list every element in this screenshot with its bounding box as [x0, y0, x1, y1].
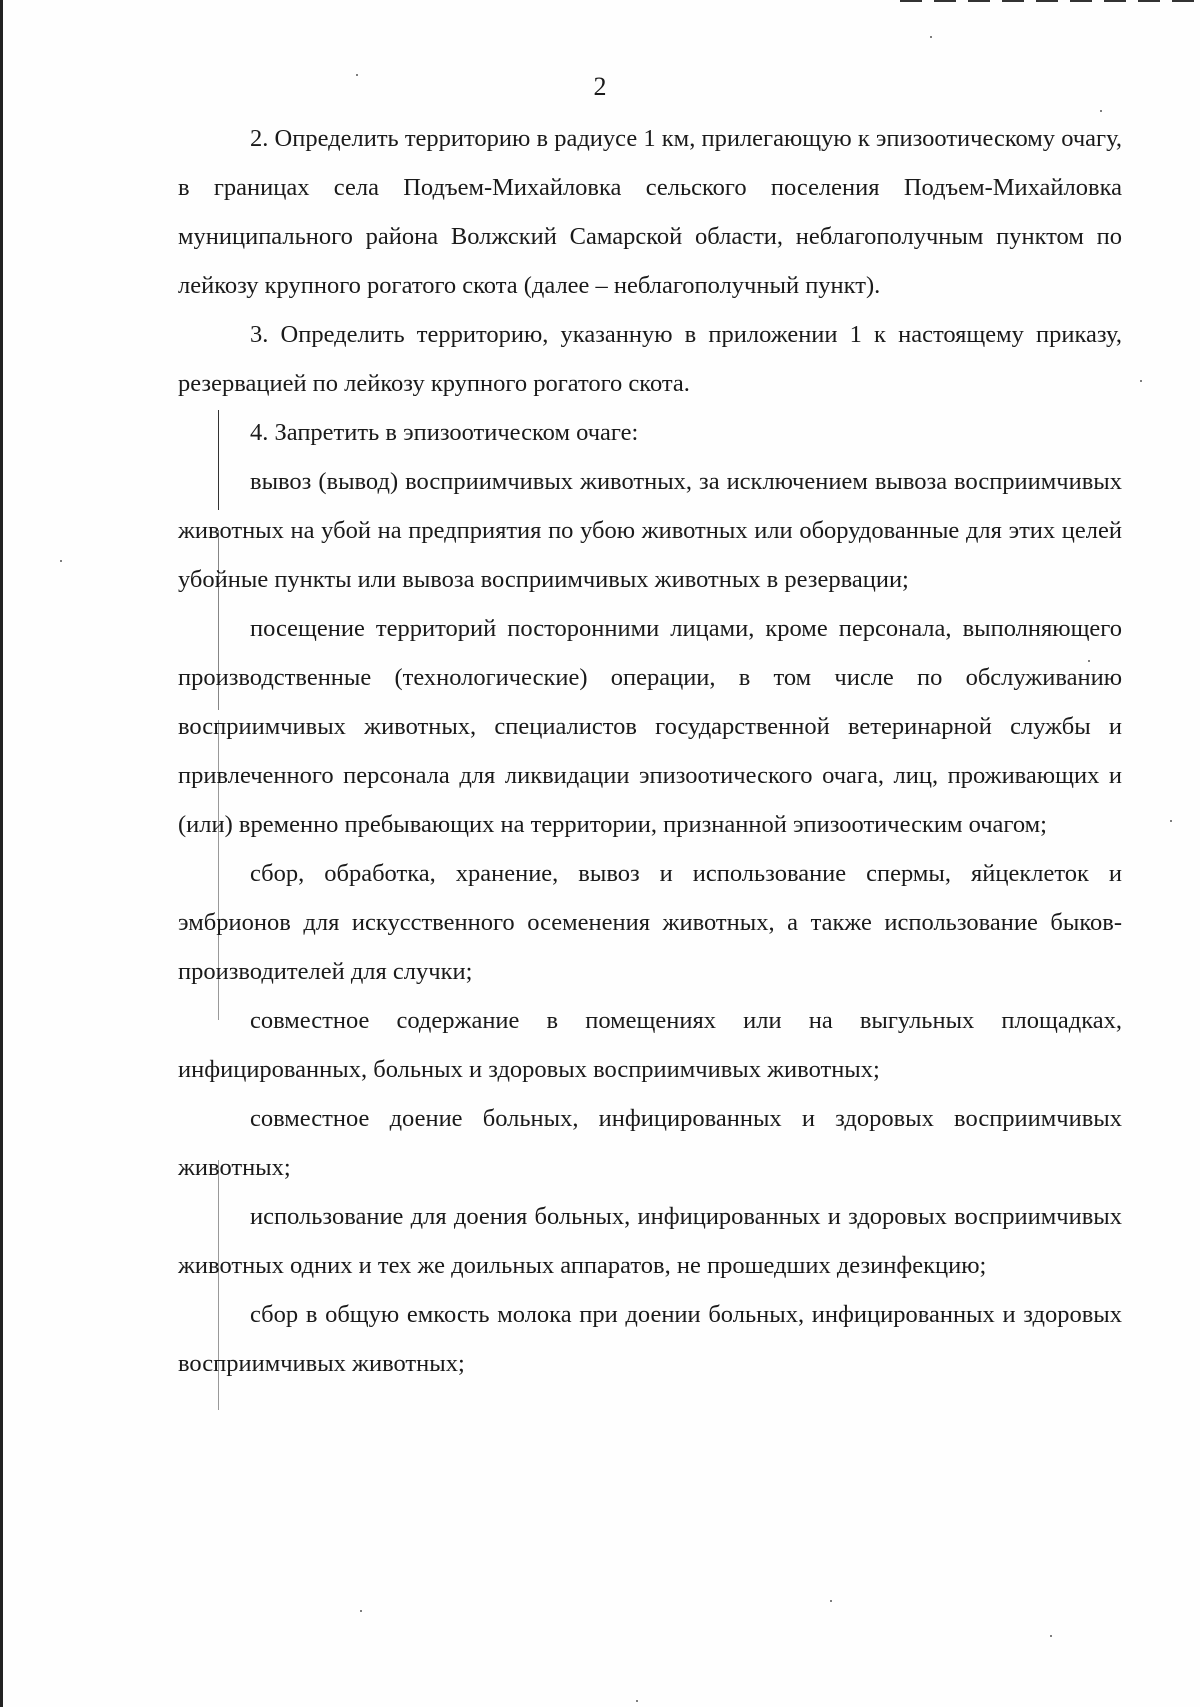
prohibition-sperm-embryos: сбор, обработка, хранение, вывоз и использование спермы, яйцеклеток и эмбрионов для искусственного осеменения животных, а также использование быков-производителей для случки; — [178, 860, 1122, 985]
scan-speck — [1100, 110, 1102, 112]
prohibition-milk-collection: сбор в общую емкость молока при доении больных, инфицированных и здоровых восприимчивых животных; — [178, 1301, 1122, 1377]
paragraph-item-4: 4. Запретить в эпизоотическом очаге: — [250, 419, 639, 446]
scan-speck — [360, 1610, 362, 1612]
scan-speck — [830, 1600, 832, 1602]
prohibition-joint-keeping: совместное содержание в помещениях или на выгульных площадках, инфицированных, больных и здоровых восприимчивых животных; — [178, 1007, 1122, 1083]
prohibition-joint-milking: совместное доение больных, инфицированных и здоровых восприимчивых животных; — [178, 1105, 1122, 1181]
scan-speck — [1050, 1635, 1052, 1637]
scan-top-marks — [900, 0, 1200, 2]
page-number: 2 — [593, 72, 607, 101]
document-body — [178, 114, 1122, 1388]
paragraph-item-3: 3. Определить территорию, указанную в приложении 1 к настоящему приказу, резервацией по лейкозу крупного рогатого скота. — [178, 321, 1122, 397]
scan-edge — [0, 0, 3, 1707]
scan-speck — [636, 1700, 638, 1702]
scan-speck — [1170, 820, 1172, 822]
scan-speck — [930, 36, 932, 38]
scan-speck — [60, 560, 62, 562]
scan-speck — [1140, 380, 1142, 382]
prohibition-shared-apparatus: использование для доения больных, инфицированных и здоровых восприимчивых животных одних и тех же доильных аппаратов, не прошедших дезинфекцию; — [178, 1203, 1122, 1279]
paragraph-item-2: 2. Определить территорию в радиусе 1 км, прилегающую к эпизоотическому очагу, в границах села Подъем-Михайловка сельского поселения Подъем-Михайловка муниципального района Волжский Самарской области, неблагополучным пунктом по лейкозу крупного рогатого скота (далее – неблагополучный пункт). — [178, 125, 1122, 299]
prohibition-removal: вывоз (вывод) восприимчивых животных, за исключением вывоза восприимчивых животных на убой на предприятия по убою животных или оборудованные для этих целей убойные пункты или вывоза восприимчивых животных в резервации; — [178, 468, 1122, 593]
prohibition-visiting: посещение территорий посторонними лицами, кроме персонала, выполняющего производственные (технологические) операции, в том числе по обслуживанию восприимчивых животных, специалистов государственной ветеринарной службы и привлеченного персонала для ликвидации эпизоотического очага, лиц, проживающих и (или) временно пребывающих на территории, признанной эпизоотическим очагом; — [178, 615, 1122, 838]
